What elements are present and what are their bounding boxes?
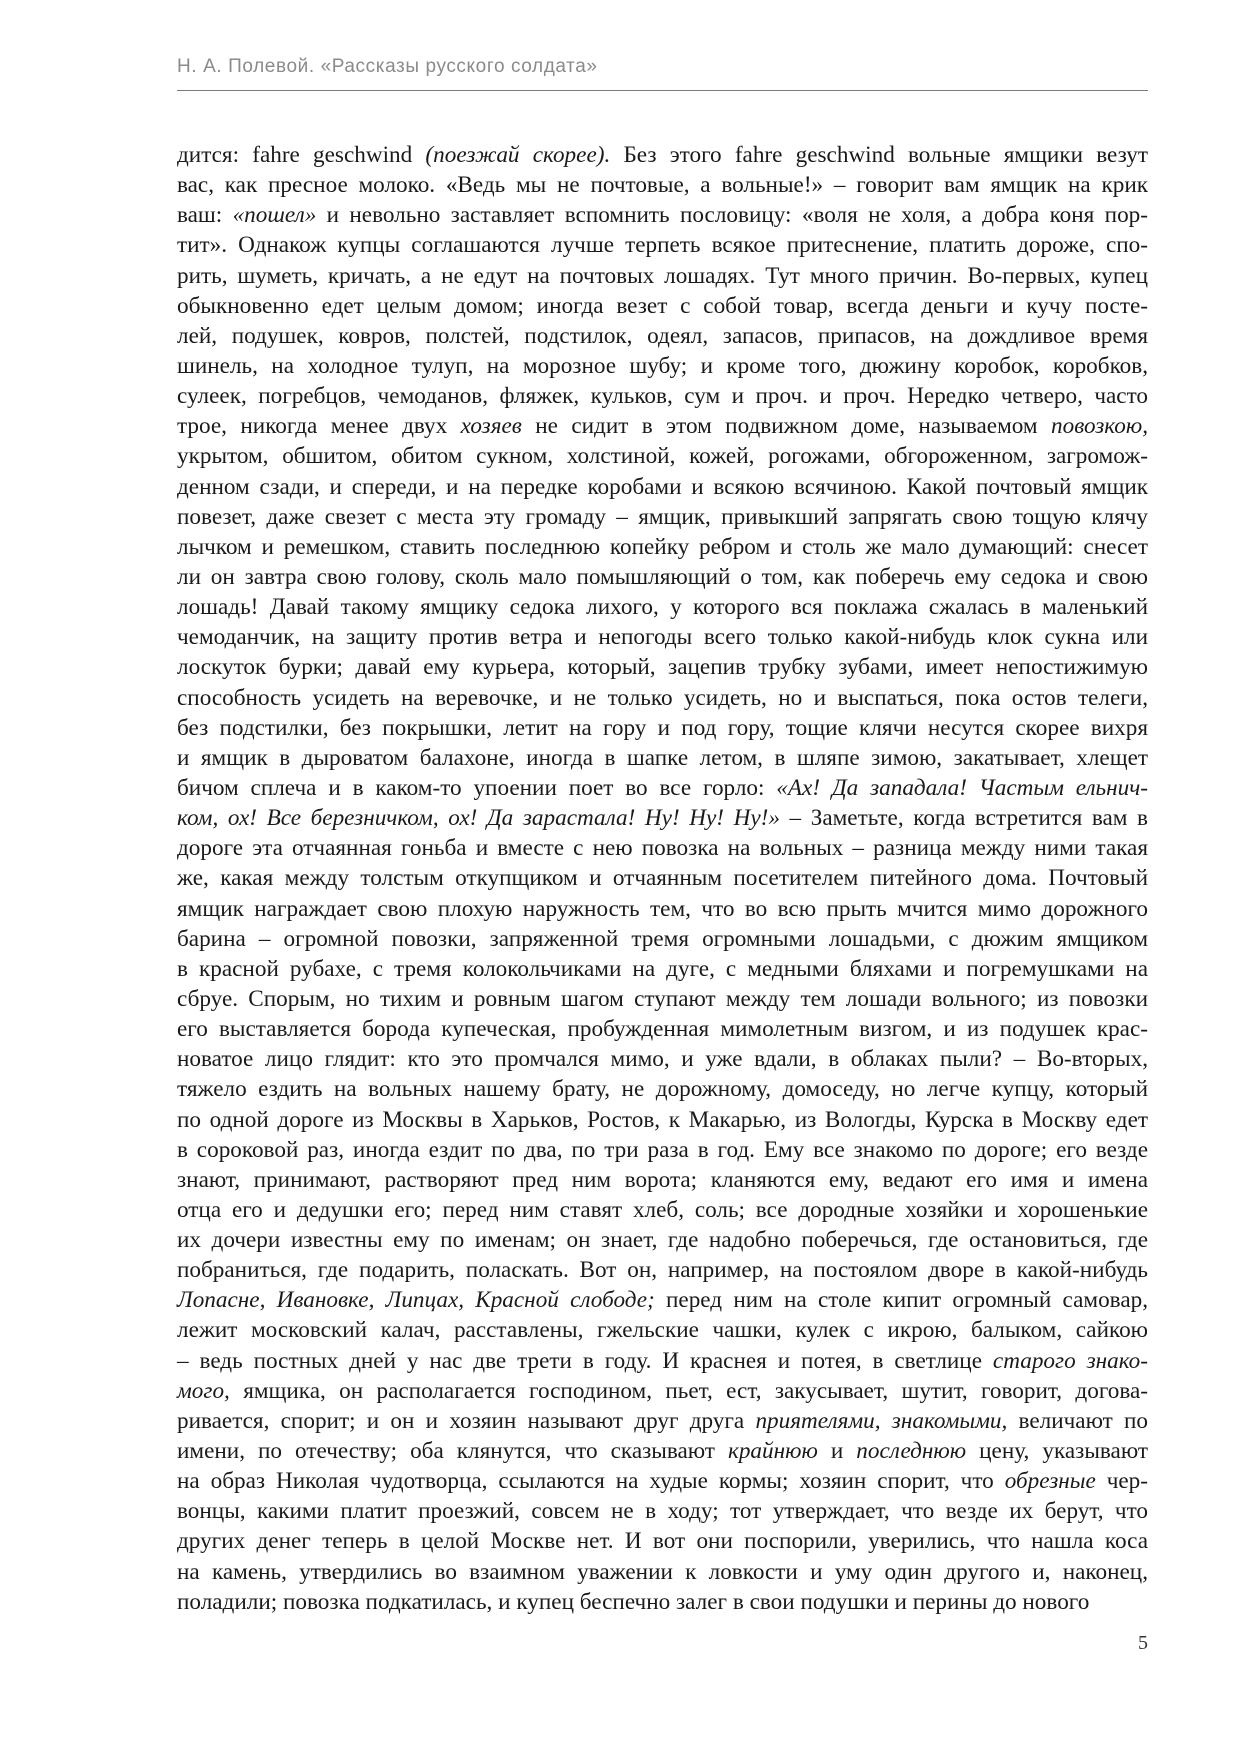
text-run: в сороковой раз, иногда ездит по два, по три раза в год. Ему все знакомо по дороге; его везде: [177, 1136, 1148, 1163]
italic-text-run: обрезные: [1004, 1468, 1096, 1495]
text-run: – ведь постных дней у нас две трети в году. И краснея и потея, в светлице: [177, 1347, 993, 1374]
text-run: дится: fahre geschwind: [177, 142, 426, 168]
text-run: рить, шуметь, кричать, а не едут на почтовых лошадях. Тут много причин. Во-первых, купец: [177, 262, 1148, 289]
text-run: обыкновенно едет целым домом; иногда везет с собой товар, всегда деньги и кучу посте-: [177, 292, 1148, 319]
text-run: Без этого fahre geschwind вольные ямщики везут: [610, 142, 1148, 168]
text-run: их дочери известны ему по именам; он знает, где надобно поберечься, где остановиться, где: [177, 1227, 1148, 1254]
text-run: ривается, спорит; и он и хозяин называют друг друга: [177, 1407, 756, 1434]
text-line: [177, 984, 1148, 1014]
text-line: [177, 1466, 1148, 1496]
text-line: [177, 1255, 1148, 1285]
running-head: Н. А. Полевой. «Рассказы русского солдата»: [177, 56, 598, 77]
italic-text-run: старого знако-: [992, 1347, 1148, 1374]
text-line: [177, 1105, 1148, 1135]
text-run: бичом сплеча и в каком-то упоении поет во все горло:: [177, 774, 777, 801]
text-run: трое, никогда менее двух: [177, 413, 461, 440]
text-line: [177, 1135, 1148, 1165]
text-run: лычком и ремешком, ставить последнюю копейку ребром и столь же мало думающий: снесет: [177, 533, 1148, 560]
text-run: цену, указывают: [966, 1438, 1148, 1465]
text-line: [177, 472, 1148, 502]
italic-text-run: (поезжай скорее).: [425, 142, 611, 168]
italic-text-run: «пошел»: [232, 202, 317, 229]
italic-text-run: Лопасне, Ивановке, Липцах, Красной слободе;: [177, 1287, 655, 1314]
italic-text-run: последнюю: [856, 1438, 967, 1465]
text-run: сбруе. Спорым, но тихим и ровным шагом ступают между тем лошади вольного; из повозки: [177, 985, 1148, 1012]
text-line: [177, 592, 1148, 622]
text-line: [177, 261, 1148, 291]
text-run: вонцы, какими платит проезжий, совсем не в ходу; тот утверждает, что везде их берут, что: [177, 1498, 1148, 1525]
italic-text-run: хозяев: [460, 413, 522, 440]
text-run: шинель, на холодное тулуп, на морозное шубу; и кроме того, дюжину коробок, коробков,: [177, 352, 1148, 379]
text-line: [177, 1496, 1148, 1526]
text-line: [177, 1315, 1148, 1345]
text-run: не сидит в этом подвижном доме, называемом: [521, 413, 1052, 440]
text-line: [177, 291, 1148, 321]
text-run: по одной дороге из Москвы в Харьков, Ростов, к Макарью, из Вологды, Курска в Москву едет: [177, 1106, 1148, 1133]
text-line: [177, 1346, 1148, 1376]
text-line: [177, 1014, 1148, 1044]
text-run: тит». Однакож купцы соглашаются лучше терпеть всякое притеснение, платить дороже, спо-: [177, 232, 1148, 259]
text-run: побраниться, где подарить, поласкать. Вот он, например, на постоялом дворе в какой-нибудь: [177, 1257, 1148, 1284]
text-line: [177, 713, 1148, 743]
text-line: [177, 803, 1148, 833]
text-run: перед ним на столе кипит огромный самовар,: [654, 1287, 1148, 1314]
text-run: ли он завтра свою голову, сколь мало помышляющий о том, как поберечь ему седока и свою: [177, 563, 1148, 590]
text-run: ямщика, он располагается господином, пьет, ест, закусывает, шутит, говорит, догова-: [229, 1377, 1148, 1404]
text-run: поладили; повозка подкатилась, и купец беспечно залег в свои подушки и перины до нового: [177, 1588, 1090, 1615]
text-run: лоскуток бурки; давай ему курьера, который, зацепив трубку зубами, имеет непостижимую: [177, 654, 1148, 681]
text-run: ваш:: [177, 202, 233, 229]
text-line: [177, 1376, 1148, 1406]
text-line: [177, 230, 1148, 260]
text-run: повезет, даже свезет с места эту громаду – ямщик, привыкший запрягать свою тощую клячу: [177, 503, 1148, 530]
text-line: [177, 652, 1148, 682]
text-run: барина – огромной повозки, запряженной тремя огромными лошадьми, с дюжим ямщиком: [177, 925, 1148, 952]
text-line: [177, 321, 1148, 351]
text-line: [177, 1436, 1148, 1466]
text-run: лошадь! Давай такому ямщику седока лихого, у которого вся поклажа сжалась в маленький: [177, 594, 1148, 621]
text-line: [177, 1526, 1148, 1556]
text-run: и: [817, 1438, 857, 1465]
italic-text-run: крайнюю: [727, 1438, 818, 1465]
text-line: [177, 1165, 1148, 1195]
text-run: в красной рубахе, с тремя колокольчиками на дуге, с медными бляхами и погремушками на: [177, 955, 1148, 982]
text-line: [177, 532, 1148, 562]
italic-text-run: приятелями, знакомыми,: [755, 1407, 1008, 1434]
italic-text-run: мого,: [177, 1377, 230, 1404]
text-run: тяжело ездить на вольных нашему брату, не дорожному, домоседу, но легче купцу, который: [177, 1076, 1148, 1103]
text-line: [177, 1557, 1148, 1587]
text-line: [177, 170, 1148, 200]
text-line: [177, 1406, 1148, 1436]
text-line: [177, 1195, 1148, 1225]
text-run: и невольно заставляет вспомнить пословицу: «воля не холя, а добра коня пор-: [316, 202, 1148, 229]
text-run: без подстилки, без покрышки, летит на гору и под гору, тощие клячи несутся скорее вихря: [177, 714, 1148, 741]
text-line: [177, 924, 1148, 954]
text-run: знают, принимают, растворяют пред ним ворота; кланяются ему, ведают его имя и имена: [177, 1166, 1148, 1193]
text-run: лежит московский калач, расставлены, гжельские чашки, кулек с икрою, балыком, сайкою: [177, 1317, 1148, 1344]
text-line: [177, 683, 1148, 713]
text-run: способность усидеть на веревочке, и не только усидеть, но и выспаться, пока остов телеги,: [177, 684, 1148, 711]
text-run: имени, по отечеству; оба клянутся, что сказывают: [177, 1438, 728, 1465]
header-divider: [177, 90, 1148, 91]
text-run: дороге эта отчаянная гоньба и вместе с нею повозка на вольных – разница между ними такая: [177, 835, 1148, 862]
text-run: на камень, утвердились во взаимном уважении к ловкости и уму один другого и, наконец,: [177, 1558, 1148, 1585]
text-line: [177, 441, 1148, 471]
italic-text-run: «Ах! Да западала! Частым ельнич-: [776, 774, 1148, 801]
text-line: [177, 1074, 1148, 1104]
text-line: [177, 1225, 1148, 1255]
text-line: [177, 1587, 1148, 1617]
text-line: [177, 502, 1148, 532]
text-run: – Заметьте, когда встретится вам в: [779, 805, 1148, 832]
italic-text-run: повозкою,: [1051, 413, 1148, 440]
text-line: [177, 1044, 1148, 1074]
text-run: укрытом, обшитом, обитом сукном, холстиной, кожей, рогожами, обгороженном, загромож-: [177, 443, 1148, 470]
text-line: [177, 200, 1148, 230]
text-line: [177, 562, 1148, 592]
text-run: чемоданчик, на защиту против ветра и непогоды всего только какой-нибудь клок сукна или: [177, 624, 1148, 651]
text-line: [177, 622, 1148, 652]
text-run: отца его и дедушки его; перед ним ставят хлеб, соль; все дородные хозяйки и хорошенькие: [177, 1196, 1148, 1223]
page-number: 5: [1138, 1632, 1148, 1654]
text-run: и ямщик в дыроватом балахоне, иногда в шапке летом, в шляпе зимою, закатывает, хлещет: [177, 744, 1148, 771]
text-line: [177, 833, 1148, 863]
text-run: лей, подушек, ковров, полстей, подстилок, одеял, запасов, припасов, на дождливое время: [177, 322, 1148, 349]
text-run: новатое лицо глядит: кто это промчался мимо, и уже вдали, в облаках пыли? – Во-вторых,: [177, 1046, 1148, 1073]
text-line: [177, 1285, 1148, 1315]
text-line: [177, 954, 1148, 984]
text-run: же, какая между толстым откупщиком и отчаянным посетителем питейного дома. Почтовый: [177, 865, 1148, 892]
text-run: ямщик награждает свою плохую наружность тем, что во всю прыть мчится мимо дорожного: [177, 895, 1148, 922]
text-line: [177, 351, 1148, 381]
text-run: на образ Николая чудотворца, ссылаются на худые кормы; хозяин спорит, что: [177, 1468, 1005, 1495]
text-run: вас, как пресное молоко. «Ведь мы не почтовые, а вольные!» – говорит вам ямщик на крик: [177, 172, 1148, 199]
text-run: сулеек, погребцов, чемоданов, фляжек, кульков, сум и проч. и проч. Нередко четверо, часто: [177, 383, 1148, 410]
text-line: [177, 140, 1148, 170]
text-line: [177, 743, 1148, 773]
text-run: величают по: [1007, 1407, 1148, 1434]
text-run: других денег теперь в целой Москве нет. И вот они поспорили, уверились, что нашла коса: [177, 1528, 1148, 1555]
text-line: [177, 411, 1148, 441]
text-run: чер-: [1095, 1468, 1148, 1495]
italic-text-run: ком, ох! Все березничком, ох! Да зарастала! Ну! Ну! Ну!»: [177, 805, 780, 832]
text-line: [177, 863, 1148, 893]
text-line: [177, 381, 1148, 411]
text-run: его выставляется борода купеческая, пробужденная мимолетным визгом, и из подушек крас-: [177, 1016, 1148, 1043]
body-text: [177, 140, 1148, 1617]
text-line: [177, 773, 1148, 803]
text-line: [177, 894, 1148, 924]
text-run: денном сзади, и спереди, и на передке коробами и всякою всячиною. Какой почтовый ямщик: [177, 473, 1148, 500]
